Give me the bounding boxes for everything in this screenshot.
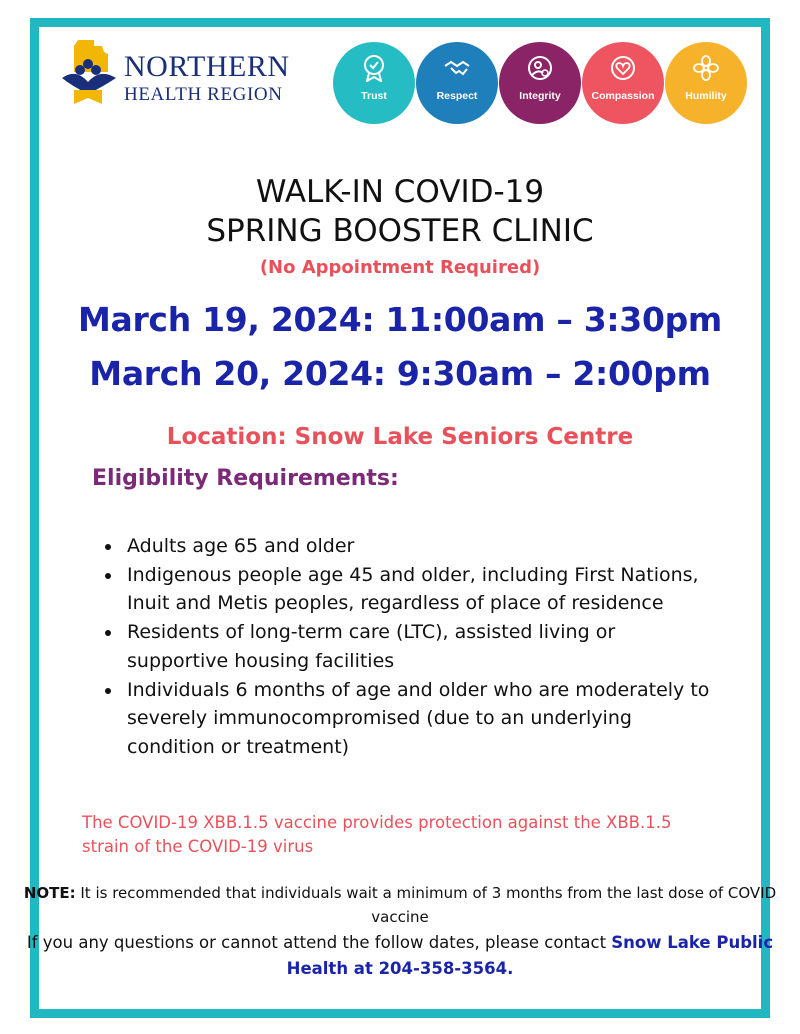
list-item: Individuals 6 months of age and older who are moderately to severely immunocompromised (due to an underlying condition or treatment) — [100, 676, 720, 762]
person-gear-icon — [526, 54, 554, 82]
vaccine-protection-note: The COVID-19 XBB.1.5 vaccine provides protection against the XBB.1.5 strain of the COVID-19 virus — [82, 813, 672, 856]
value-humility — [665, 42, 747, 124]
eligibility-list — [100, 532, 720, 762]
note-label: NOTE: — [23, 884, 76, 902]
logo-line1: NORTHERN — [124, 50, 290, 83]
contact-text: If you any questions or cannot attend the follow dates, please contact — [26, 933, 612, 952]
list-item: Indigenous people age 45 and older, including First Nations, Inuit and Metis peoples, regardless of place of residence — [100, 561, 720, 618]
heart-icon — [609, 54, 637, 82]
contact-phone: Snow Lake Public Health at 204-358-3564. — [286, 933, 774, 978]
value-label: Humility — [685, 90, 727, 102]
value-integrity — [499, 42, 581, 124]
logo-line2: HEALTH REGION — [124, 84, 283, 105]
clinic-location: Location: Snow Lake Seniors Centre — [166, 424, 634, 450]
value-label: Respect — [436, 90, 478, 102]
value-respect — [416, 42, 498, 124]
value-label: Trust — [361, 90, 387, 102]
badge-check-icon — [360, 54, 388, 82]
contact-paragraph — [0, 930, 800, 982]
no-appointment-subtitle: (No Appointment Required) — [259, 257, 541, 278]
list-item: Residents of long-term care (LTC), assisted living or supportive housing facilities — [100, 618, 720, 675]
clinic-title-line1: WALK-IN COVID-19 — [255, 174, 545, 210]
page-border — [30, 18, 770, 1018]
note-paragraph — [0, 881, 800, 929]
handshake-icon — [443, 54, 471, 82]
note-text: It is recommended that individuals wait a minimum of 3 months from the last dose of COVID vaccine — [75, 884, 777, 926]
clinic-date-1: March 19, 2024: 11:00am – 3:30pm — [77, 300, 723, 339]
value-label: Compassion — [591, 90, 655, 102]
clinic-title-line2: SPRING BOOSTER CLINIC — [206, 213, 594, 249]
manitoba-logo-icon — [58, 38, 120, 112]
northern-health-logo — [58, 38, 318, 116]
flower-icon — [692, 54, 720, 82]
value-label: Integrity — [519, 90, 561, 102]
list-item: Adults age 65 and older — [100, 532, 720, 561]
clinic-date-2: March 20, 2024: 9:30am – 2:00pm — [89, 354, 711, 393]
eligibility-heading: Eligibility Requirements: — [92, 466, 399, 491]
value-trust — [333, 42, 415, 124]
logo-wordmark — [124, 52, 290, 104]
value-compassion — [582, 42, 664, 124]
